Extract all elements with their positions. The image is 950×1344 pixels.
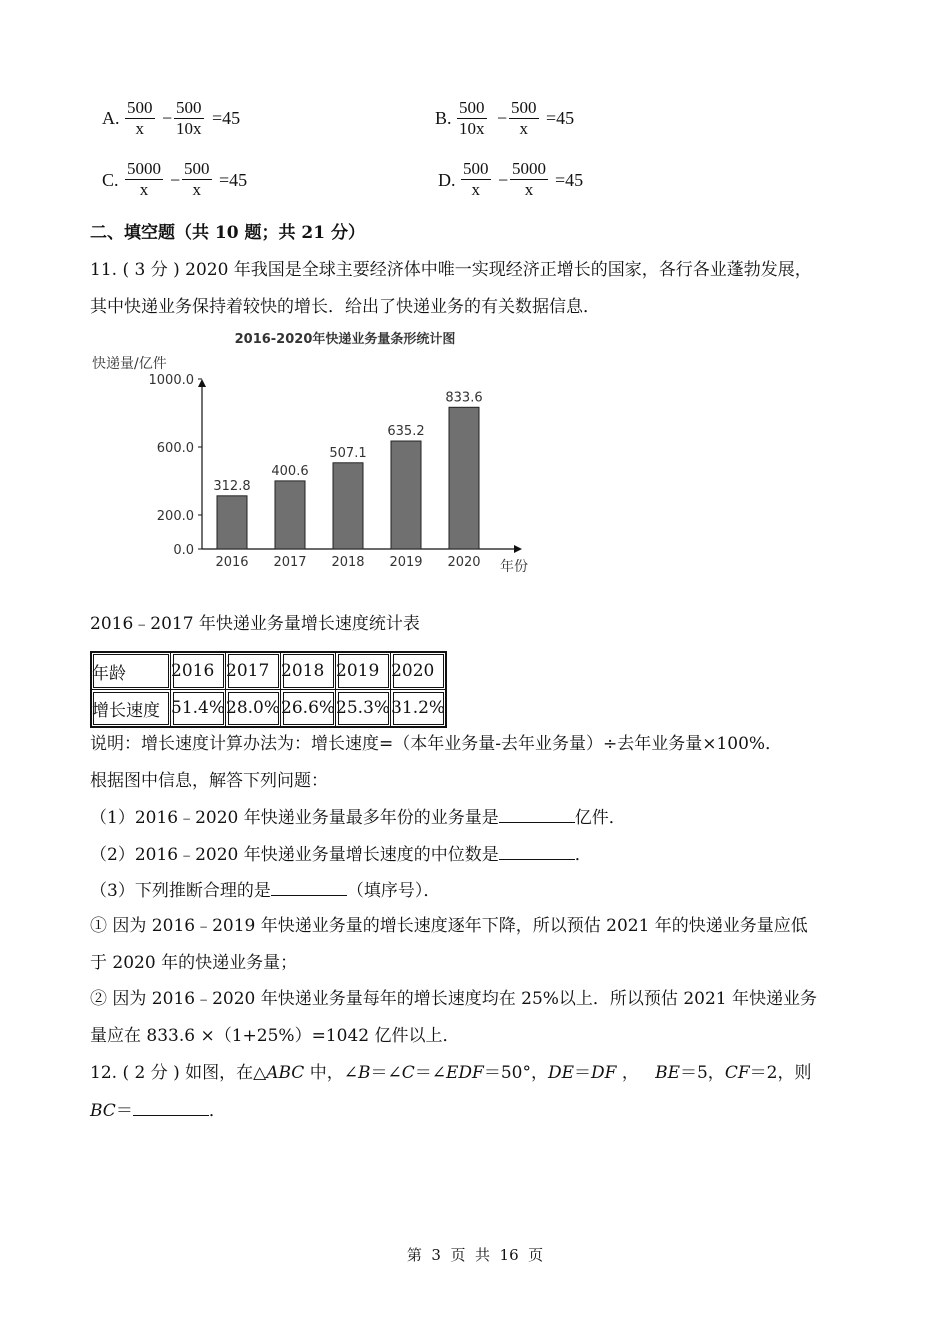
q11-sub1 bbox=[90, 806, 626, 829]
x-tick-label: 2019 bbox=[389, 555, 423, 570]
option-b-frac1 bbox=[457, 98, 487, 139]
q12-text: ＝ bbox=[115, 1101, 133, 1121]
table-cell: 2019 bbox=[336, 652, 391, 690]
q12-prefix: 12. ( 2 分 ) 如图，在△ bbox=[90, 1063, 267, 1083]
bar bbox=[391, 441, 421, 549]
option-d-rhs: =45 bbox=[555, 170, 584, 190]
chart-bars bbox=[213, 390, 482, 570]
y-tick-label: 200.0 bbox=[156, 509, 194, 524]
bar-value-label: 400.6 bbox=[271, 463, 309, 479]
q12-text: ＝ bbox=[574, 1063, 592, 1083]
y-tick-label: 600.0 bbox=[156, 441, 194, 456]
q12-var: BE bbox=[655, 1063, 680, 1083]
x-axis-arrow-icon bbox=[514, 545, 522, 553]
chart-xlabel: 年份 bbox=[500, 559, 528, 575]
q11-item2-line1: ② 因为 2016﹣2020 年快递业务量每年的增长速度均在 25%以上．所以预估 2021 年快递业务 bbox=[90, 989, 817, 1009]
q12-var: DE bbox=[547, 1063, 575, 1083]
minus-sign: − bbox=[497, 108, 508, 128]
q11-note: 说明：增长速度计算办法为：增长速度=（本年业务量-去年业务量）÷去年业务量×100%． bbox=[90, 734, 783, 754]
q12-end: ． bbox=[208, 1101, 226, 1121]
option-b-rhs: =45 bbox=[546, 108, 575, 128]
table-cell: 26.6% bbox=[281, 690, 336, 728]
option-a-frac1-num: 500 bbox=[127, 98, 153, 117]
q12-text: ＝∠ bbox=[370, 1063, 402, 1083]
option-c-frac1 bbox=[125, 159, 163, 200]
q11-sub1-unit: 亿件． bbox=[574, 808, 626, 828]
q12-text: ＝5， bbox=[679, 1063, 725, 1083]
option-b-label: B. bbox=[435, 108, 452, 128]
q11-item1-line1: ① 因为 2016﹣2019 年快递业务量的增长速度逐年下降，所以预估 2021 年的快递业务量应低 bbox=[90, 916, 808, 936]
option-a-frac1-den: x bbox=[125, 118, 155, 139]
section-title: 二、填空题（共 10 题；共 21 分） bbox=[90, 223, 365, 243]
option-c-rhs: =45 bbox=[219, 170, 248, 190]
table-cell: 2020 bbox=[391, 652, 447, 690]
table-caption: 2016﹣2017 年快递业务量增长速度统计表 bbox=[90, 614, 420, 634]
option-c-frac1-den: x bbox=[125, 179, 163, 200]
table-cell: 51.4% bbox=[171, 690, 226, 728]
q12-line2 bbox=[90, 1099, 226, 1122]
q12-text: ， bbox=[616, 1063, 656, 1083]
growth-table bbox=[90, 651, 447, 728]
option-d-frac2-den: x bbox=[510, 179, 548, 200]
bar-value-label: 312.8 bbox=[213, 478, 251, 494]
option-b-frac1-num: 500 bbox=[459, 98, 485, 117]
y-axis-arrow-icon bbox=[198, 379, 206, 387]
table-header-row bbox=[91, 652, 446, 690]
option-c-frac2 bbox=[182, 159, 212, 200]
q11-prompt: 根据图中信息，解答下列问题： bbox=[90, 771, 328, 791]
chart-y-ticks bbox=[149, 373, 203, 558]
q12-var: EDF bbox=[445, 1063, 484, 1083]
x-tick-label: 2016 bbox=[215, 555, 249, 570]
option-a-label: A. bbox=[102, 108, 120, 128]
option-d-frac1 bbox=[461, 159, 491, 200]
option-c-frac1-num: 5000 bbox=[127, 159, 161, 178]
answer-blank[interactable] bbox=[133, 1099, 209, 1116]
option-a-frac2-num: 500 bbox=[176, 98, 202, 117]
q12-var: DF bbox=[591, 1063, 617, 1083]
bar bbox=[333, 463, 363, 549]
chart-title: 2016-2020年快递业务量条形统计图 bbox=[234, 332, 456, 347]
option-d-frac1-num: 500 bbox=[463, 159, 489, 178]
table-cell: 25.3% bbox=[336, 690, 391, 728]
q12-var: B bbox=[357, 1063, 371, 1083]
q11-item1-line2: 于 2020 年的快递业务量； bbox=[90, 953, 298, 973]
q12-text: ＝∠ bbox=[414, 1063, 446, 1083]
option-b-frac2-num: 500 bbox=[511, 98, 537, 117]
minus-sign: − bbox=[498, 170, 509, 190]
q12-var: ABC bbox=[266, 1063, 305, 1083]
option-a-frac1 bbox=[125, 98, 155, 139]
q11-sub2-end: ． bbox=[574, 845, 592, 865]
q11-intro-line1: 11. ( 3 分 ) 2020 年我国是全球主要经济体中唯一实现经济正增长的国家，各行各业蓬勃发展， bbox=[90, 260, 812, 280]
table-cell: 2017 bbox=[226, 652, 281, 690]
table-cell: 31.2% bbox=[391, 690, 447, 728]
q11-item2-line2: 量应在 833.6 ×（1+25%）=1042 亿件以上． bbox=[90, 1026, 460, 1046]
answer-blank[interactable] bbox=[499, 843, 575, 860]
q12-text: ＝2，则 bbox=[749, 1063, 812, 1083]
bar bbox=[449, 407, 479, 549]
option-a-frac2 bbox=[174, 98, 204, 139]
table-row bbox=[91, 690, 446, 728]
option-b-frac2 bbox=[509, 98, 539, 139]
table-cell: 年龄 bbox=[91, 652, 171, 690]
answer-blank[interactable] bbox=[499, 806, 575, 823]
option-c-frac2-den: x bbox=[182, 179, 212, 200]
option-d-label: D. bbox=[438, 170, 456, 190]
y-tick-label: 1000.0 bbox=[148, 373, 194, 388]
option-d-frac1-den: x bbox=[461, 179, 491, 200]
x-tick-label: 2020 bbox=[447, 555, 481, 570]
option-a-rhs: =45 bbox=[212, 108, 241, 128]
y-tick-label: 0.0 bbox=[173, 543, 194, 558]
minus-sign: − bbox=[170, 170, 181, 190]
bar bbox=[275, 481, 305, 549]
bar-chart bbox=[90, 325, 550, 580]
answer-blank[interactable] bbox=[271, 879, 347, 896]
q11-intro-line2: 其中快递业务保持着较快的增长．给出了快递业务的有关数据信息． bbox=[90, 297, 600, 317]
option-d-frac2-num: 5000 bbox=[512, 159, 546, 178]
q11-sub1-text: （1）2016﹣2020 年快递业务量最多年份的业务量是 bbox=[90, 808, 499, 828]
q11-sub3 bbox=[90, 879, 440, 902]
bar bbox=[217, 496, 247, 549]
q11-sub3-text: （3）下列推断合理的是 bbox=[90, 881, 271, 901]
option-a-frac2-den: 10x bbox=[176, 119, 202, 138]
q12-line1 bbox=[90, 1062, 811, 1084]
option-b-frac2-den: x bbox=[509, 118, 539, 139]
option-b-frac1-den: 10x bbox=[459, 119, 485, 138]
table-cell: 2018 bbox=[281, 652, 336, 690]
page-footer: 第 3 页 共 16 页 bbox=[406, 1246, 544, 1264]
option-d-frac2 bbox=[510, 159, 548, 200]
bar-value-label: 833.6 bbox=[445, 390, 483, 406]
minus-sign: − bbox=[162, 108, 173, 128]
table-cell: 增长速度 bbox=[91, 690, 171, 728]
q12-text: 中，∠ bbox=[304, 1063, 358, 1083]
option-c-frac2-num: 500 bbox=[184, 159, 210, 178]
q11-sub3-end: （填序号）． bbox=[346, 881, 441, 901]
x-tick-label: 2018 bbox=[331, 555, 365, 570]
x-tick-label: 2017 bbox=[273, 555, 307, 570]
bar-value-label: 635.2 bbox=[387, 424, 425, 440]
chart-ylabel: 快递量/亿件 bbox=[92, 356, 167, 372]
q12-var: C bbox=[401, 1063, 415, 1083]
q12-var: BC bbox=[90, 1101, 116, 1121]
q12-var: CF bbox=[724, 1063, 750, 1083]
option-c-label: C. bbox=[102, 170, 119, 190]
q11-sub2 bbox=[90, 843, 592, 866]
q11-sub2-text: （2）2016﹣2020 年快递业务量增长速度的中位数是 bbox=[90, 845, 499, 865]
q12-text: ＝50°， bbox=[483, 1063, 548, 1083]
bar-value-label: 507.1 bbox=[329, 445, 367, 461]
table-cell: 2016 bbox=[171, 652, 226, 690]
table-cell: 28.0% bbox=[226, 690, 281, 728]
